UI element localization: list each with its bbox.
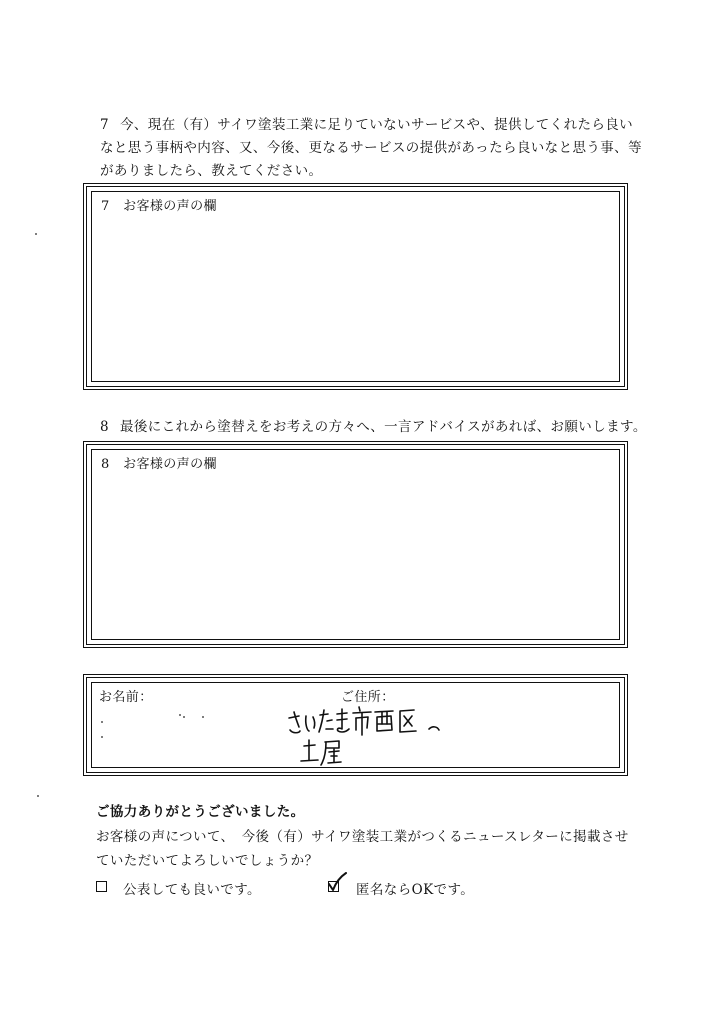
thanks-heading: ご協力ありがとうございました。 — [96, 804, 305, 820]
consent-question-line-1: お客様の声について、 今後（有）サイワ塗装工業がつくるニュースレターに掲載させ — [96, 829, 629, 845]
redacted-name-mark — [179, 714, 181, 716]
question-8-number: 8 — [100, 419, 109, 435]
public-checkbox[interactable] — [96, 881, 107, 892]
handwritten-address — [279, 702, 479, 772]
checkmark-icon — [326, 872, 348, 894]
answer-box-8-label: 8 お客様の声の欄 — [101, 457, 217, 472]
question-7 — [100, 114, 642, 183]
scan-speck — [37, 795, 39, 797]
option-public-label: 公表しても良いです。 — [123, 882, 261, 898]
answer-box-8[interactable] — [83, 441, 628, 648]
option-anonymous-label: 匿名ならOKです。 — [356, 882, 475, 898]
question-7-line-1: 今、現在（有）サイワ塗装工業に足りていないサービスや、提供してくれたら良い — [120, 117, 634, 133]
question-7-number: 7 — [100, 117, 109, 133]
answer-box-7[interactable] — [83, 183, 628, 390]
redacted-name-mark — [183, 716, 185, 718]
question-7-line-2: なと思う事柄や内容、又、今後、更なるサービスの提供があったら良いなと思う事、等 — [100, 140, 642, 156]
redacted-name-mark — [101, 736, 103, 738]
answer-box-7-label: 7 お客様の声の欄 — [101, 199, 217, 214]
address-handwritten-text-1 — [87, 678, 88, 679]
redacted-name-mark — [202, 716, 204, 718]
question-8 — [100, 416, 647, 439]
address-label: ご住所： — [341, 690, 395, 705]
redacted-name-mark — [101, 721, 103, 723]
consent-question-line-2: ていただいてよろしいでしょうか？ — [96, 853, 319, 869]
customer-info-box — [83, 674, 628, 776]
address-handwritten-text-2 — [87, 678, 88, 679]
question-7-line-3: がありましたら、教えてください。 — [100, 163, 323, 179]
name-label: お名前： — [99, 690, 153, 705]
scan-speck — [35, 233, 37, 235]
question-8-line-1: 最後にこれから塗替えをお考えの方々へ、一言アドバイスがあれば、お願いします。 — [120, 419, 647, 435]
